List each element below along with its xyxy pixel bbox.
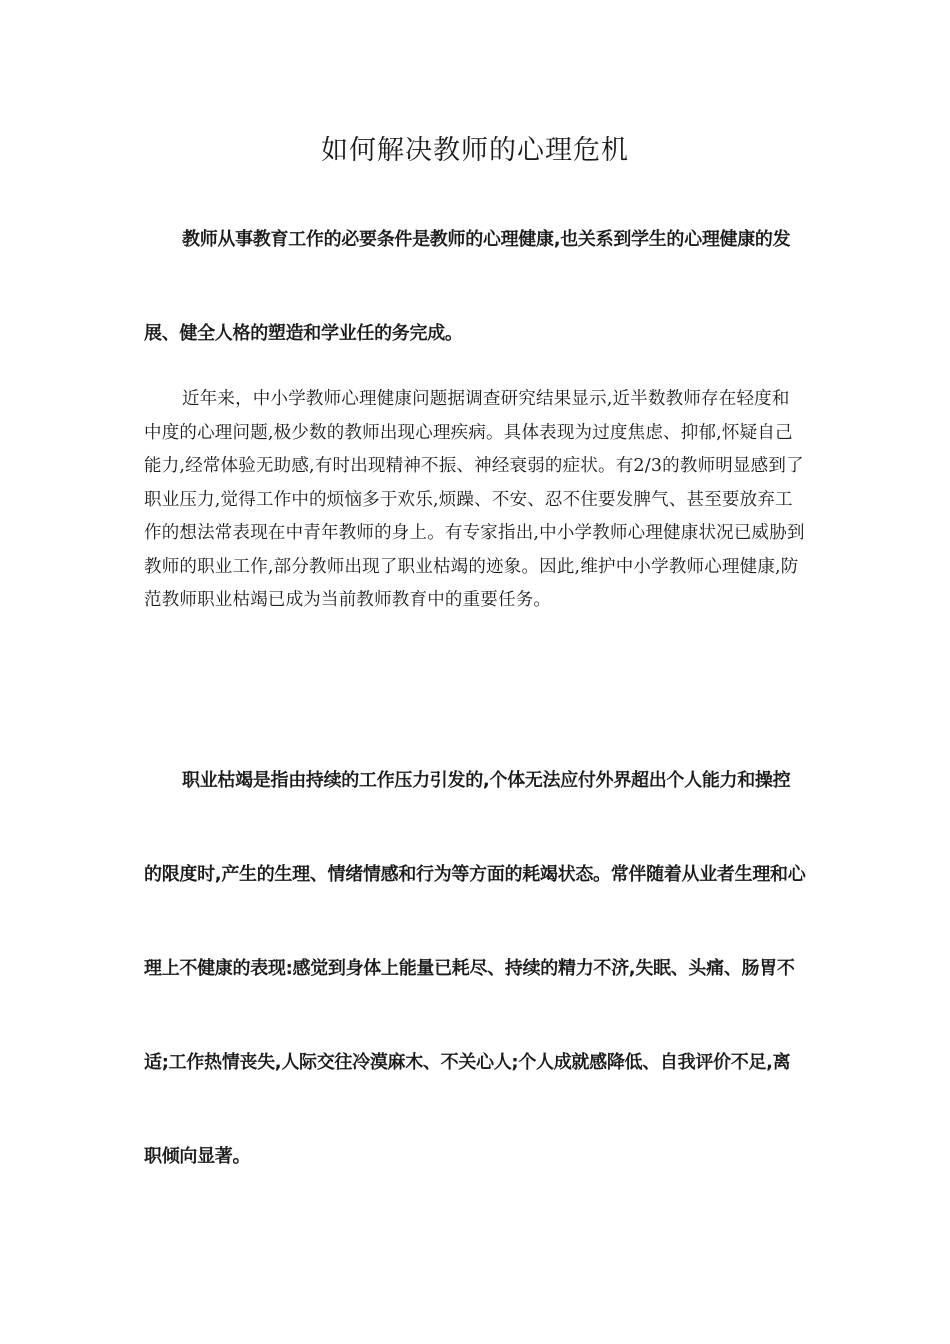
paragraph-intro: 教师从事教育工作的必要条件是教师的心理健康,也关系到学生的心理健康的发展、健全人格的塑造和学业任的务完成。: [144, 229, 791, 344]
paragraph-survey-findings: 近年来，中小学教师心理健康问题据调查研究结果显示,近半数教师存在轻度和中度的心理问题,极少数的教师出现心理疾病。具体表现为过度焦虑、抑郁,怀疑自己能力,经常体验无助感,有时出现精神不振、神经衰弱的症状。有2/3的教师明显感到了职业压力,觉得工作中的烦恼多于欢乐,烦躁、不安、忍不住要发脾气、甚至要放弃工作的想法常表现在中青年教师的身上。有专家指出,中小学教师心理健康状况已威胁到教师的职业工作,部分教师出现了职业枯竭的迹象。因此,维护中小学教师心理健康,防范教师职业枯竭已成为当前教师教育中的重要任务。: [144, 389, 805, 610]
paragraph-burnout-definition: 职业枯竭是指由持续的工作压力引发的,个体无法应付外界超出个人能力和操控的限度时,产生的生理、情绪情感和行为等方面的耗竭状态。常伴随着从业者生理和心理上不健康的表现:感觉到身体上能量已耗尽、持续的精力不济,失眠、头痛、肠胃不适;工作热情丧失,人际交往冷漠麻木、不关心人;个人成就感降低、自我评价不足,离职倾向显著。: [144, 770, 806, 1167]
document-title: 如何解决教师的心理危机: [321, 135, 629, 166]
